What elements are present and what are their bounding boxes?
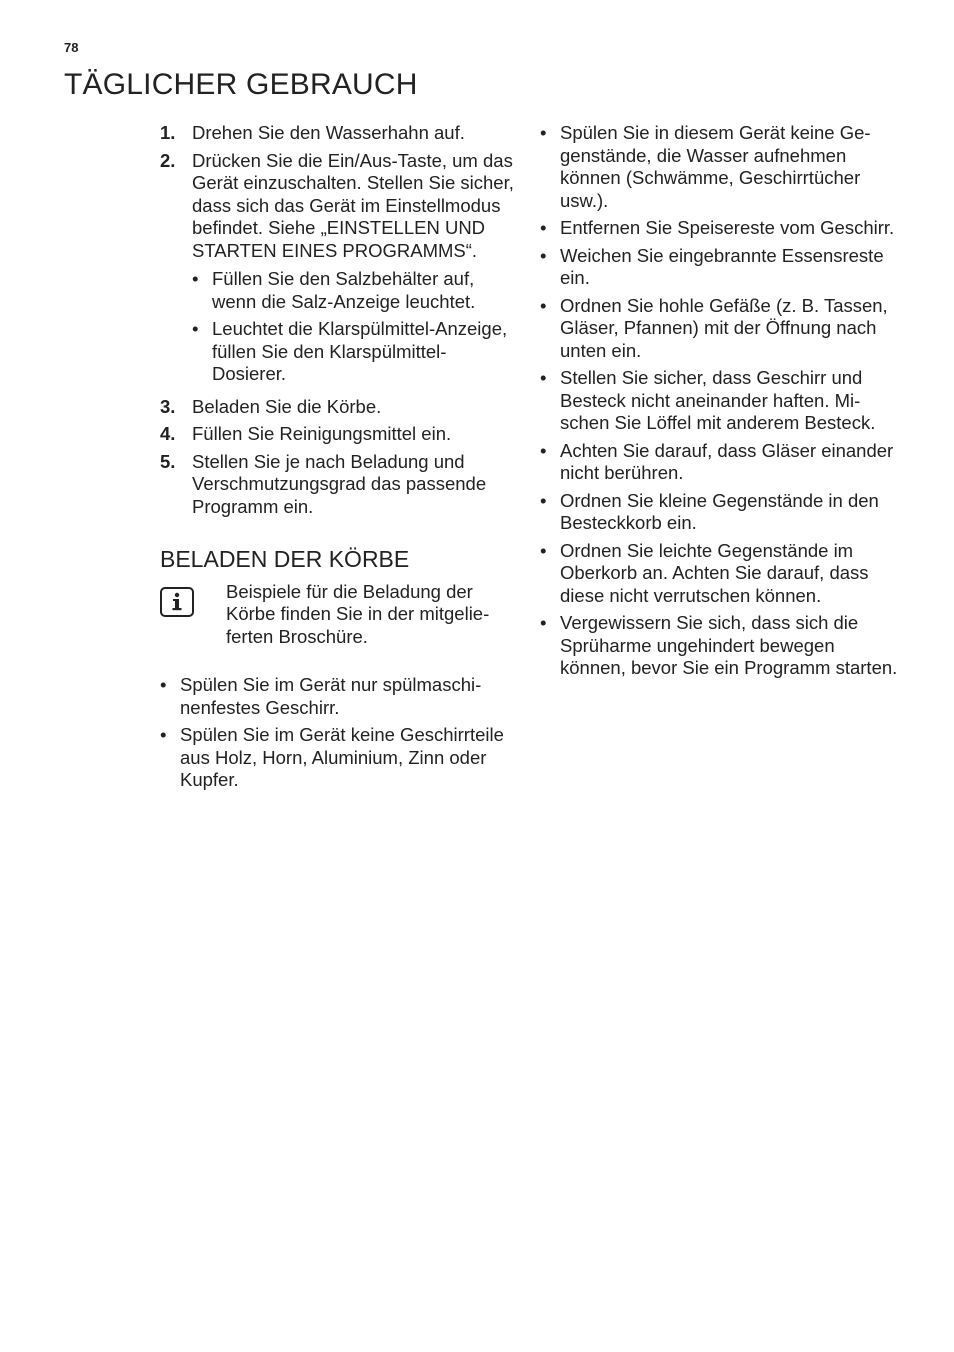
bullet-item xyxy=(540,440,902,485)
step-text: Drehen Sie den Wasserhahn auf. xyxy=(192,122,465,143)
info-i-glyph xyxy=(171,592,183,612)
bullet-icon: • xyxy=(540,294,547,316)
bullet-item xyxy=(540,490,902,535)
bullet-text: Spülen Sie im Gerät keine Geschirrteile aus Holz, Horn, Aluminium, Zinn oder Kupfer. xyxy=(180,724,504,790)
bullet-icon: • xyxy=(540,122,547,143)
bullet-item xyxy=(540,295,902,363)
bullet-icon: • xyxy=(540,367,547,388)
step-item xyxy=(160,396,520,419)
bullet-text: Entfernen Sie Speisereste vom Geschirr. xyxy=(560,217,895,238)
step-number: 3. xyxy=(160,395,176,417)
bullet-icon: • xyxy=(160,724,167,745)
substep-text: Leuchtet die Klarspülmittel-Anzeige, füllen Sie den Klarspülmittel-Dosierer. xyxy=(212,318,508,384)
step-text: Füllen Sie Reinigungsmittel ein. xyxy=(192,423,452,444)
step-item xyxy=(160,122,520,145)
bullet-icon: • xyxy=(540,489,547,511)
step-number: 1. xyxy=(160,122,176,143)
section-title: BELADEN DER KÖRBE xyxy=(160,546,410,572)
info-text: Beispiele für die Beladung der Körbe finden Sie in der mitgelieferten Broschüre. xyxy=(226,580,490,647)
bullet-text: Ordnen Sie hohle Gefäße (z. B. Tassen, Gläser, Pfannen) mit der Öffnung nach unten ein. xyxy=(560,294,888,361)
step-number: 5. xyxy=(160,450,176,472)
step-item xyxy=(160,150,520,391)
substep-item xyxy=(192,268,520,313)
bullet-text: Spülen Sie in diesem Gerät keine Gegenstände, die Wasser aufnehmen können (Schwämme, Geschirrtücher usw.). xyxy=(560,122,871,211)
page-title: TÄGLICHER GEBRAUCH xyxy=(64,68,418,101)
bullet-text: Stellen Sie sicher, dass Geschirr und Besteck nicht aneinander haften. Mischen Sie Löffel mit anderem Besteck. xyxy=(560,367,876,433)
substeps-list xyxy=(192,268,520,386)
step-item xyxy=(160,423,520,446)
bullet-item xyxy=(160,724,520,792)
steps-list xyxy=(160,122,520,518)
step-text: Drücken Sie die Ein/Aus-Taste, um das Gerät einzuschalten. Stellen Sie sicher, dass sich das Gerät im Einstellmodus befindet. Siehe „EINSTELLEN UND STARTEN EINES PROGRAMMS“. xyxy=(192,149,514,261)
info-icon-wrap xyxy=(160,581,226,649)
bullet-text: Vergewissern Sie sich, dass sich die Sprüharme ungehindert bewegen können, bevor Sie ein Programm starten. xyxy=(560,612,898,678)
page-number: 78 xyxy=(64,40,79,55)
bullet-item xyxy=(540,367,902,435)
bullet-icon: • xyxy=(540,244,547,266)
bullet-item xyxy=(540,540,902,608)
info-note xyxy=(160,581,520,649)
bullet-text: Achten Sie darauf, dass Gläser einander nicht berühren. xyxy=(560,439,894,483)
bullet-item xyxy=(540,245,902,290)
bullet-icon: • xyxy=(540,612,547,633)
bullet-text: Ordnen Sie leichte Gegenstände im Oberkorb an. Achten Sie darauf, dass diese nicht verrutschen können. xyxy=(560,539,869,606)
bullet-icon: • xyxy=(540,539,547,561)
step-number: 4. xyxy=(160,423,176,444)
bullet-item xyxy=(540,217,902,240)
left-bullet-list xyxy=(160,674,520,792)
bullet-text: Ordnen Sie kleine Gegenstände in den Besteckkorb ein. xyxy=(560,489,879,533)
left-column xyxy=(160,122,520,797)
bullet-icon: • xyxy=(540,439,547,461)
step-text: Beladen Sie die Körbe. xyxy=(192,395,382,417)
step-number: 2. xyxy=(160,149,176,171)
right-bullet-list xyxy=(540,122,902,680)
bullet-icon: • xyxy=(540,217,547,238)
bullet-item xyxy=(540,122,902,212)
info-icon xyxy=(160,587,194,617)
step-item xyxy=(160,451,520,519)
substep-text: Füllen Sie den Salzbehälter auf, wenn die Salz-Anzeige leuchtet. xyxy=(212,268,476,312)
bullet-text: Weichen Sie eingebrannte Essensreste ein. xyxy=(560,244,884,288)
bullet-item xyxy=(540,612,902,680)
bullet-icon: • xyxy=(160,674,167,695)
right-column xyxy=(540,122,902,685)
bullet-icon: • xyxy=(192,318,199,339)
bullet-icon: • xyxy=(192,268,199,289)
step-body xyxy=(192,150,520,391)
bullet-text: Spülen Sie im Gerät nur spülmaschinenfestes Geschirr. xyxy=(180,674,482,718)
step-text: Stellen Sie je nach Beladung und Verschmutzungsgrad das passende Programm ein. xyxy=(192,450,487,517)
bullet-item xyxy=(160,674,520,719)
substep-item xyxy=(192,318,520,386)
